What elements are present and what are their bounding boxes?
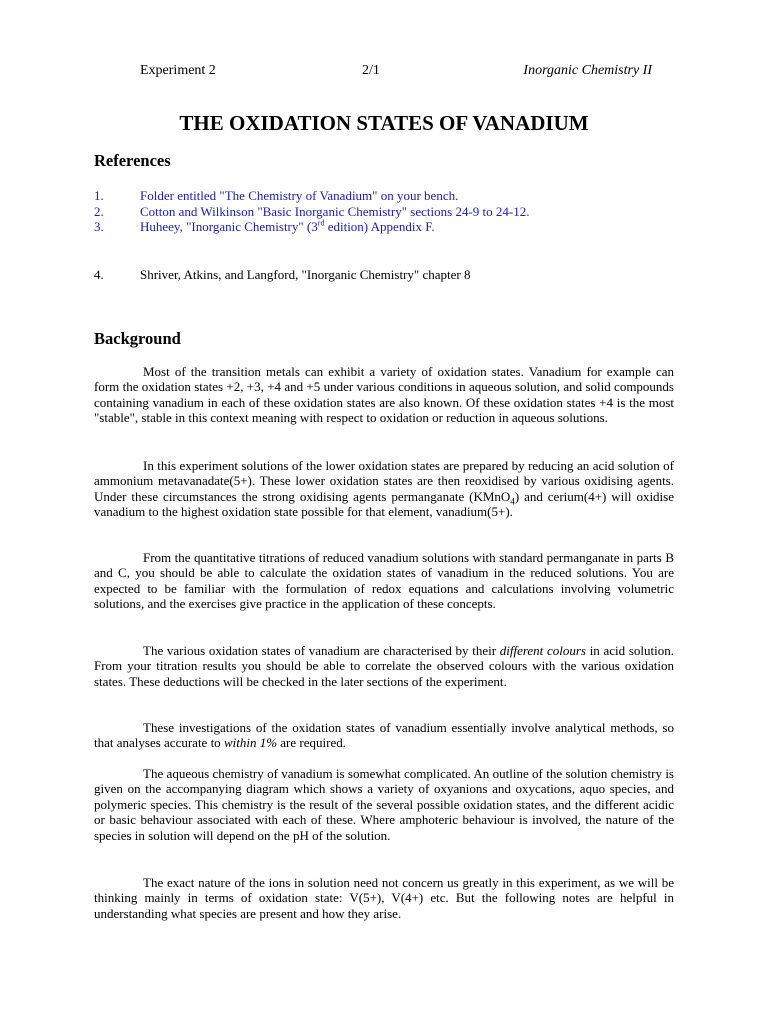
header-course: Inorganic Chemistry II	[523, 63, 652, 78]
paragraph-text: are required.	[277, 735, 346, 751]
reference-number: 3.	[94, 219, 104, 234]
paragraph-text: ) and cerium(4+) will oxidise vanadium to the highest oxidation state possible for that element, vanadium(5+).	[94, 488, 674, 520]
paragraph-text: In this experiment solutions of the lower oxidation states are prepared by reducing an acid solution of ammonium metavanadate(5+). These lower oxidation states are then reoxidised by various oxidising agents. Under these circumstances the strong oxidising agents permanganate (KMnO	[94, 458, 674, 504]
background-paragraph-1: Most of the transition metals can exhibit a variety of oxidation states. Vanadium for example can form the oxidation states +2, +3, +4 and +5 under various conditions in aqueous solution, and solid compounds containing vanadium in each of these oxidation states are also known. Of these oxidation states +4 is the most "stable", stable in this context meaning with respect to oxidation or reduction in aqueous solutions.	[94, 364, 674, 426]
background-paragraph-7: The exact nature of the ions in solution need not concern us greatly in this experiment, as we will be thinking mainly in terms of oxidation state: V(5+), V(4+) etc. But the following notes are helpful in understanding what species are present and how they arise.	[94, 875, 674, 921]
reference-text: Shriver, Atkins, and Langford, "Inorganic Chemistry" chapter 8	[140, 267, 471, 282]
references-heading: References	[94, 151, 171, 170]
paragraph-text: These investigations of the oxidation states of vanadium essentially involve analytical methods, so that analyses accurate to	[94, 720, 674, 751]
ordinal-superscript: rd	[317, 218, 325, 228]
reference-number: 1.	[94, 188, 104, 203]
subscript: 4	[510, 496, 515, 507]
reference-text	[140, 219, 435, 234]
reference-item[interactable]	[94, 204, 694, 219]
page-title: THE OXIDATION STATES OF VANADIUM	[179, 111, 589, 135]
reference-text-end: edition) Appendix F.	[324, 219, 435, 234]
background-paragraph-2	[94, 458, 674, 520]
reference-number: 4.	[94, 267, 104, 282]
paragraph-text: in acid solution. From your titration results you should be able to correlate the observed colours with the various oxidation states. These deductions will be checked in the later sections of the experiment.	[94, 643, 674, 689]
emphasis: different colours	[499, 643, 586, 658]
background-paragraph-5	[94, 720, 674, 751]
reference-item	[94, 267, 694, 282]
emphasis: within 1%	[223, 735, 278, 751]
reference-text-start: Huheey, "Inorganic Chemistry" (3	[140, 219, 318, 234]
background-paragraph-3: From the quantitative titrations of reduced vanadium solutions with standard permanganate in parts B and C, you should be able to calculate the oxidation states of vanadium in the reduced solutions. You are expected to be familiar with the formulation of redox equations and calculations involving volumetric solutions, and the exercises give practice in the application of these concepts.	[94, 550, 674, 612]
reference-item[interactable]	[94, 219, 694, 234]
background-paragraph-4	[94, 643, 674, 689]
paragraph-text: The various oxidation states of vanadium are characterised by their	[143, 643, 500, 658]
header-page-number: 2/1	[362, 63, 380, 78]
reference-number: 2.	[94, 204, 104, 219]
background-paragraph-6: The aqueous chemistry of vanadium is somewhat complicated. An outline of the solution chemistry is given on the accompanying diagram which shows a variety of oxyanions and oxycations, aquo species, and polymeric species. This chemistry is the result of the several possible oxidation states, and the different acidic or basic behaviour associated with each of these. Where amphoteric behaviour is involved, the nature of the species in solution will depend on the pH of the solution.	[94, 766, 674, 843]
background-heading: Background	[94, 329, 181, 348]
reference-item[interactable]	[94, 188, 694, 203]
header-experiment: Experiment 2	[140, 63, 216, 78]
reference-text: Folder entitled "The Chemistry of Vanadium" on your bench.	[140, 188, 459, 203]
reference-text: Cotton and Wilkinson "Basic Inorganic Chemistry" sections 24-9 to 24-12.	[140, 204, 530, 219]
